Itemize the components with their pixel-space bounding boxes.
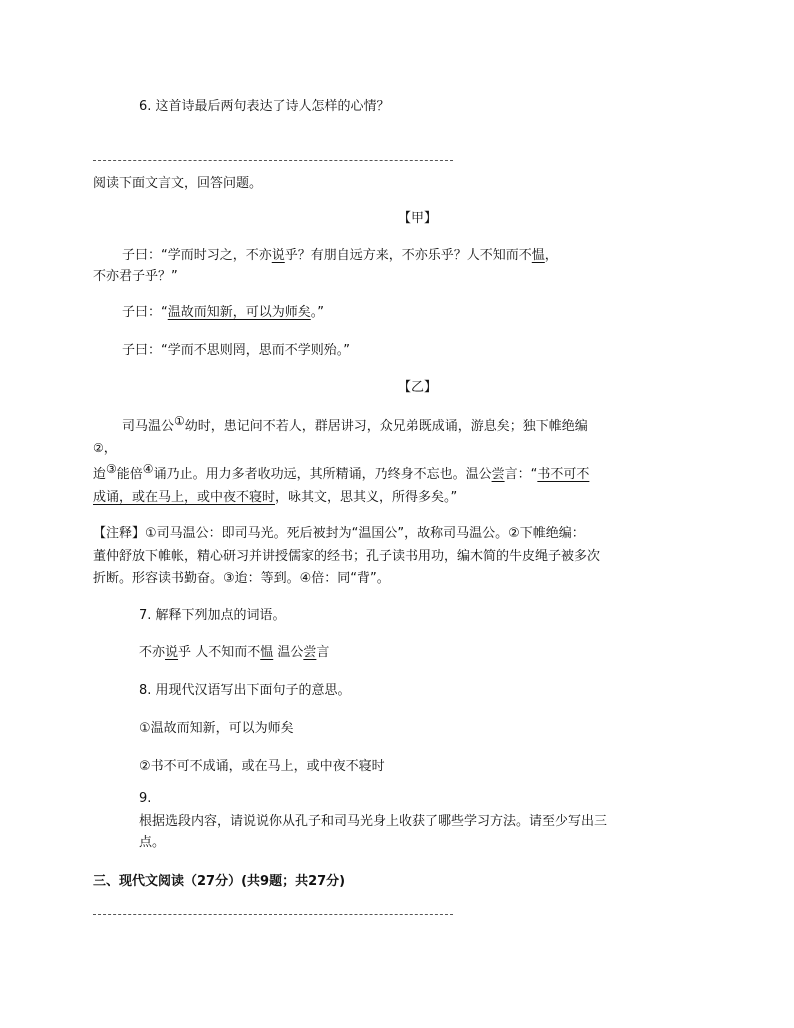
jia-passage-1: 子曰：“学而时习之，不亦说乎？有朋自远方来，不亦乐乎？人不知而不愠， [122, 248, 558, 263]
notes-line-2: 董仲舒放下帷帐，精心研习并讲授儒家的经书；孔子读书用功，编木简的牛皮绳子被多次 [93, 549, 601, 564]
question-9-number: 9. [139, 791, 152, 806]
underlined-word: 说 [165, 645, 179, 660]
question-6: 6. 这首诗最后两句表达了诗人怎样的心情？ [139, 99, 390, 114]
question-8-sentence-1: ①温故而知新，可以为师矣 [139, 721, 294, 736]
question-9-line-2: 点。 [139, 835, 166, 850]
yi-header: 【乙】 [398, 380, 438, 395]
question-8-title: 8. 用现代汉语写出下面句子的意思。 [139, 683, 351, 698]
underlined-word: 说 [271, 248, 285, 263]
yi-line-4: 成诵，或在马上，或中夜不寝时，咏其文，思其义，所得多矣。” [93, 490, 458, 505]
underlined-word: 尝 [303, 645, 317, 660]
footnote-mark: ④ [142, 462, 154, 476]
footnote-mark: ① [174, 414, 185, 428]
jia-passage-3: 子曰：“学而不思则罔，思而不学则殆。” [122, 343, 350, 358]
yi-line-1: 司马温公①幼时，患记问不若人，群居讲习，众兄弟既成诵，游息矣；独下帷绝编 [122, 414, 588, 434]
underlined-sentence: 温故而知新，可以为师矣 [167, 305, 311, 320]
separator-top [93, 160, 453, 161]
footnote-mark: ③ [106, 462, 117, 476]
reading-instruction: 阅读下面文言文，回答问题。 [93, 176, 263, 191]
underlined-word: 愠 [260, 645, 274, 660]
underlined-sentence: 书不可不 [537, 467, 590, 482]
question-8-sentence-2: ②书不可不成诵，或在马上，或中夜不寝时 [139, 759, 385, 774]
jia-header: 【甲】 [398, 211, 438, 226]
footnote-mark: ② [93, 441, 104, 455]
notes-line-1: 【注释】①司马温公：即司马光。死后被封为“温国公”，故称司马温公。②下帷绝编： [93, 526, 585, 541]
question-7-words: 不亦说乎 人不知而不愠 温公尝言 [139, 645, 330, 660]
section-3-heading: 三、现代文阅读（27分）(共9题；共27分) [93, 874, 346, 889]
separator-bottom [93, 914, 453, 915]
jia-passage-2: 子曰：“温故而知新，可以为师矣。” [122, 305, 325, 320]
underlined-word: 愠 [531, 248, 545, 263]
underlined-sentence: 成诵，或在马上，或中夜不寝时 [93, 490, 276, 505]
yi-line-2: ②， [93, 441, 117, 456]
question-9-line-1: 根据选段内容，请说说你从孔子和司马光身上收获了哪些学习方法。请至少写出三 [139, 814, 608, 829]
yi-line-3: 迨③能倍④诵乃止。用力多者收功远，其所精诵，乃终身不忘也。温公尝言：“书不可不 [93, 462, 590, 482]
underlined-word: 尝 [491, 467, 505, 482]
jia-passage-1-cont: 不亦君子乎？” [93, 269, 178, 284]
notes-line-3: 折断。形容读书勤奋。③迨：等到。④倍：同“背”。 [93, 571, 390, 586]
question-7-title: 7. 解释下列加点的词语。 [139, 608, 286, 623]
